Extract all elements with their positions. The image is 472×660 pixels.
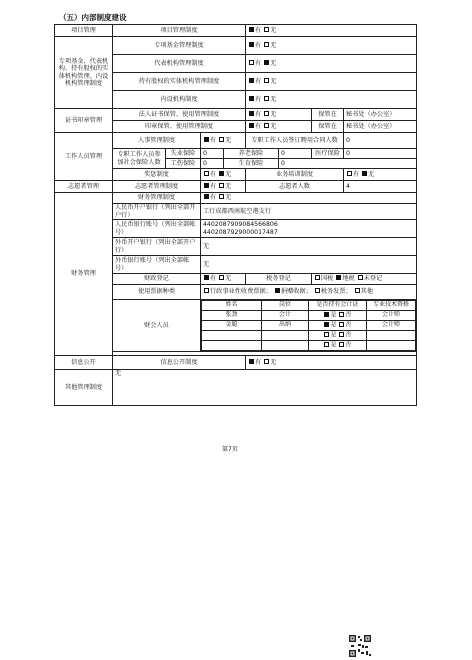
rep-office-state — [246, 55, 417, 73]
yes-checkbox[interactable] — [249, 111, 254, 116]
internal-org-item: 内设机构制度 — [113, 91, 246, 109]
disclosure-state — [246, 356, 417, 370]
checkbox-label: 是 — [330, 321, 337, 329]
no-checkbox[interactable] — [264, 123, 269, 128]
no-checkbox[interactable] — [362, 171, 367, 176]
table-header-row — [202, 301, 416, 311]
rmb-account-label: 人民币银行账号（列出全部帐号） — [113, 220, 201, 238]
checkbox-label: 捐赠收据； — [280, 288, 312, 296]
checkbox-label: 是 — [330, 311, 337, 319]
tax-reg-label: 税务登记 — [246, 274, 312, 285]
checkbox-label: 国税 — [321, 275, 334, 283]
no-checkbox[interactable] — [264, 359, 269, 364]
checkbox-label: 有 — [210, 275, 217, 283]
insurance-value: 0 — [279, 159, 417, 169]
rmb-account-value — [201, 220, 417, 238]
checkbox-label: 其他 — [360, 288, 374, 296]
volunteer-count: 4 — [344, 181, 417, 193]
training-state — [344, 169, 417, 181]
option-checkbox[interactable] — [315, 288, 320, 293]
yes-checkbox[interactable] — [249, 78, 254, 83]
option-checkbox[interactable] — [355, 288, 360, 293]
cert-keeper: 秘书处（办公室） — [344, 109, 417, 121]
staff-title — [366, 331, 415, 341]
checkbox-label: 无 — [270, 358, 277, 366]
staff-cert — [309, 311, 367, 321]
seal-item: 印章保管、使用管理制度 — [113, 121, 246, 133]
seal-mgmt-label: 证书印章管理 — [55, 109, 113, 133]
col-header: 岗位 — [261, 301, 308, 311]
staff-name: 金聪 — [202, 321, 262, 331]
hr-item: 人事管理制度 — [113, 133, 201, 149]
yes-checkbox[interactable] — [249, 96, 254, 101]
internal-system-form — [54, 24, 417, 406]
cert-item: 法人证书保管、使用管理制度 — [113, 109, 246, 121]
tax-reg-options — [312, 274, 417, 285]
checkbox-label: 无 — [270, 122, 277, 130]
staff-mgmt-label: 工作人员管理 — [55, 133, 113, 181]
seal-keeper: 秘书处（办公室） — [344, 121, 417, 133]
yes-checkbox[interactable] — [324, 322, 329, 327]
equity-entity-item: 持有股权的实体机构管理制度 — [113, 73, 246, 91]
insurance-name: 养老保险 — [224, 149, 279, 159]
no-checkbox[interactable] — [219, 137, 224, 142]
contract-label: 专职工作人员签订聘用合同人数 — [246, 133, 344, 149]
volunteer-state — [201, 181, 246, 193]
fin-reg-state — [201, 274, 246, 285]
no-checkbox[interactable] — [264, 27, 269, 32]
checkbox-label: 无 — [225, 182, 232, 190]
seal-state — [246, 121, 312, 133]
reward-state — [201, 169, 246, 181]
table-row — [202, 321, 416, 331]
rmb-bank-label: 人民币开户银行（列出全部开户行） — [113, 204, 201, 220]
no-checkbox[interactable] — [264, 42, 269, 47]
checkbox-label: 无 — [225, 194, 232, 202]
checkbox-label: 无 — [270, 95, 277, 103]
hr-state — [201, 133, 246, 149]
volunteer-label: 志愿者管理 — [55, 181, 113, 193]
table-row — [202, 311, 416, 321]
staff-post: 会计 — [261, 311, 308, 321]
staff-cert — [309, 341, 367, 351]
fx-bank-value: 无 — [201, 238, 417, 256]
checkbox-label: 有 — [210, 194, 217, 202]
insurance-value: 0 — [201, 159, 224, 169]
yes-checkbox[interactable] — [249, 27, 254, 32]
project-mgmt-label: 项目管理 — [55, 25, 113, 37]
volunteer-item: 志愿者管理制度 — [113, 181, 201, 193]
yes-checkbox[interactable] — [249, 60, 254, 65]
staff-post: 出纳 — [261, 321, 308, 331]
col-header: 专业技术资格 — [366, 301, 415, 311]
special-funds-state — [246, 37, 417, 55]
insurance-value: 0 — [279, 149, 312, 159]
fx-bank-label: 外币开户银行（列出全部开户行） — [113, 238, 201, 256]
yes-checkbox[interactable] — [249, 123, 254, 128]
no-checkbox[interactable] — [219, 171, 224, 176]
checkbox-label: 有 — [210, 136, 217, 144]
yes-checkbox[interactable] — [324, 332, 329, 337]
option-checkbox[interactable] — [315, 275, 320, 280]
other-value: 无 — [113, 370, 417, 406]
insurance-name: 生育保险 — [224, 159, 279, 169]
rmb-account-number: 4402087929000017487 — [203, 228, 278, 236]
internal-org-state — [246, 91, 417, 109]
yes-checkbox[interactable] — [204, 194, 209, 199]
checkbox-label: 有 — [255, 122, 262, 130]
checkbox-label: 无 — [270, 59, 277, 67]
option-checkbox[interactable] — [204, 288, 209, 293]
option-checkbox[interactable] — [358, 275, 363, 280]
checkbox-label: 是 — [330, 331, 337, 339]
yes-checkbox[interactable] — [249, 359, 254, 364]
yes-checkbox[interactable] — [324, 342, 329, 347]
staff-cert — [309, 321, 367, 331]
rep-office-item: 代表机构管理制度 — [113, 55, 246, 73]
contract-value: 0 — [344, 133, 417, 149]
no-checkbox[interactable] — [339, 342, 344, 347]
no-checkbox[interactable] — [339, 312, 344, 317]
checkbox-label: 无 — [270, 77, 277, 85]
checkbox-label: 有 — [210, 170, 217, 178]
yes-checkbox[interactable] — [347, 171, 352, 176]
cert-state — [246, 109, 312, 121]
table-row — [202, 331, 416, 341]
col-header: 是否持有会计证 — [309, 301, 367, 311]
training-item: 业务培训制度 — [246, 169, 344, 181]
staff-title: 会计师 — [366, 321, 415, 331]
insurance-name: 医疗保险 — [312, 149, 344, 159]
no-checkbox[interactable] — [264, 78, 269, 83]
insurance-name: 失业保险 — [166, 149, 201, 159]
insurance-name: 工伤保险 — [166, 159, 201, 169]
qr-code-icon — [348, 634, 372, 658]
volunteer-count-label: 志愿者人数 — [246, 181, 344, 193]
table-row — [202, 341, 416, 351]
invoice-label: 使用票据种类 — [113, 285, 201, 300]
rmb-bank-value: 工行成都西南航空港支行 — [201, 204, 417, 220]
insurance-label: 专职工作人员参加社会保险人数 — [113, 149, 166, 169]
no-checkbox[interactable] — [264, 96, 269, 101]
checkbox-label: 未登记 — [363, 275, 383, 283]
checkbox-label: 无 — [225, 136, 232, 144]
yes-checkbox[interactable] — [204, 171, 209, 176]
fx-account-label: 外币银行账号（列出全部帐号） — [113, 256, 201, 274]
checkbox-label: 行政事业性收费票据； — [210, 288, 272, 296]
fx-account-value: 无 — [201, 256, 417, 274]
no-checkbox[interactable] — [219, 183, 224, 188]
checkbox-label: 有 — [353, 170, 360, 178]
checkbox-label: 有 — [255, 358, 262, 366]
project-mgmt-state — [246, 25, 417, 37]
section-heading: （五）内部制度建设 — [59, 13, 127, 22]
finance-system-state — [201, 193, 417, 204]
checkbox-label: 无 — [270, 110, 277, 118]
no-checkbox[interactable] — [219, 275, 224, 280]
yes-checkbox[interactable] — [249, 42, 254, 47]
yes-checkbox[interactable] — [204, 183, 209, 188]
staff-post — [261, 331, 308, 341]
fin-reg-label: 财政登记 — [113, 274, 201, 285]
finance-label: 财务管理 — [55, 193, 113, 356]
cert-keeper-label: 保管在 — [312, 109, 344, 121]
staff-cert — [309, 331, 367, 341]
option-checkbox[interactable] — [336, 275, 341, 280]
checkbox-label: 否 — [345, 331, 352, 339]
special-funds-item: 专项基金管理制度 — [113, 37, 246, 55]
reward-item: 奖惩制度 — [113, 169, 201, 181]
accounting-staff-table — [201, 300, 416, 351]
equity-entity-state — [246, 73, 417, 91]
special-funds-label: 专项基金、代表机构、持有股权的实体机构管理、内设机构管理制度 — [55, 37, 113, 109]
checkbox-label: 是 — [330, 341, 337, 349]
other-label: 其他管理制度 — [55, 370, 113, 406]
seal-keeper-label: 保管在 — [312, 121, 344, 133]
option-checkbox[interactable] — [275, 288, 280, 293]
page-number: 第7页 — [222, 446, 238, 453]
checkbox-label: 无 — [368, 170, 375, 178]
staff-name — [202, 341, 262, 351]
yes-checkbox[interactable] — [204, 275, 209, 280]
disclosure-item: 信息公开制度 — [113, 356, 246, 370]
no-checkbox[interactable] — [264, 60, 269, 65]
checkbox-label: 无 — [270, 26, 277, 34]
staff-title — [366, 341, 415, 351]
accounting-staff-label: 财会人员 — [113, 300, 201, 352]
checkbox-label: 有 — [255, 77, 262, 85]
checkbox-label: 有 — [255, 110, 262, 118]
checkbox-label: 无 — [270, 41, 277, 49]
finance-system-item: 财务管理制度 — [113, 193, 201, 204]
checkbox-label: 否 — [345, 321, 352, 329]
disclosure-label: 信息公开 — [55, 356, 113, 370]
yes-checkbox[interactable] — [204, 137, 209, 142]
rmb-account-number: 4402087909084566806 — [203, 221, 278, 229]
checkbox-label: 无 — [225, 170, 232, 178]
checkbox-label: 有 — [255, 59, 262, 67]
checkbox-label: 有 — [255, 95, 262, 103]
checkbox-label: 税务发票； — [320, 288, 352, 296]
checkbox-label: 有 — [255, 41, 262, 49]
yes-checkbox[interactable] — [324, 312, 329, 317]
checkbox-label: 否 — [345, 311, 352, 319]
project-mgmt-item: 项目管理制度 — [113, 25, 246, 37]
checkbox-label: 否 — [345, 341, 352, 349]
accounting-staff-cell — [201, 300, 417, 352]
insurance-value: 0 — [344, 149, 417, 159]
col-header: 姓名 — [202, 301, 262, 311]
no-checkbox[interactable] — [264, 111, 269, 116]
insurance-value: 0 — [201, 149, 224, 159]
checkbox-label: 有 — [210, 182, 217, 190]
no-checkbox[interactable] — [339, 332, 344, 337]
invoice-options — [201, 285, 417, 300]
staff-name: 张劲 — [202, 311, 262, 321]
checkbox-label: 地税 — [342, 275, 355, 283]
no-checkbox[interactable] — [219, 194, 224, 199]
no-checkbox[interactable] — [339, 322, 344, 327]
staff-title: 会计师 — [366, 311, 415, 321]
checkbox-label: 无 — [225, 275, 232, 283]
staff-post — [261, 341, 308, 351]
checkbox-label: 有 — [255, 26, 262, 34]
staff-name — [202, 331, 262, 341]
